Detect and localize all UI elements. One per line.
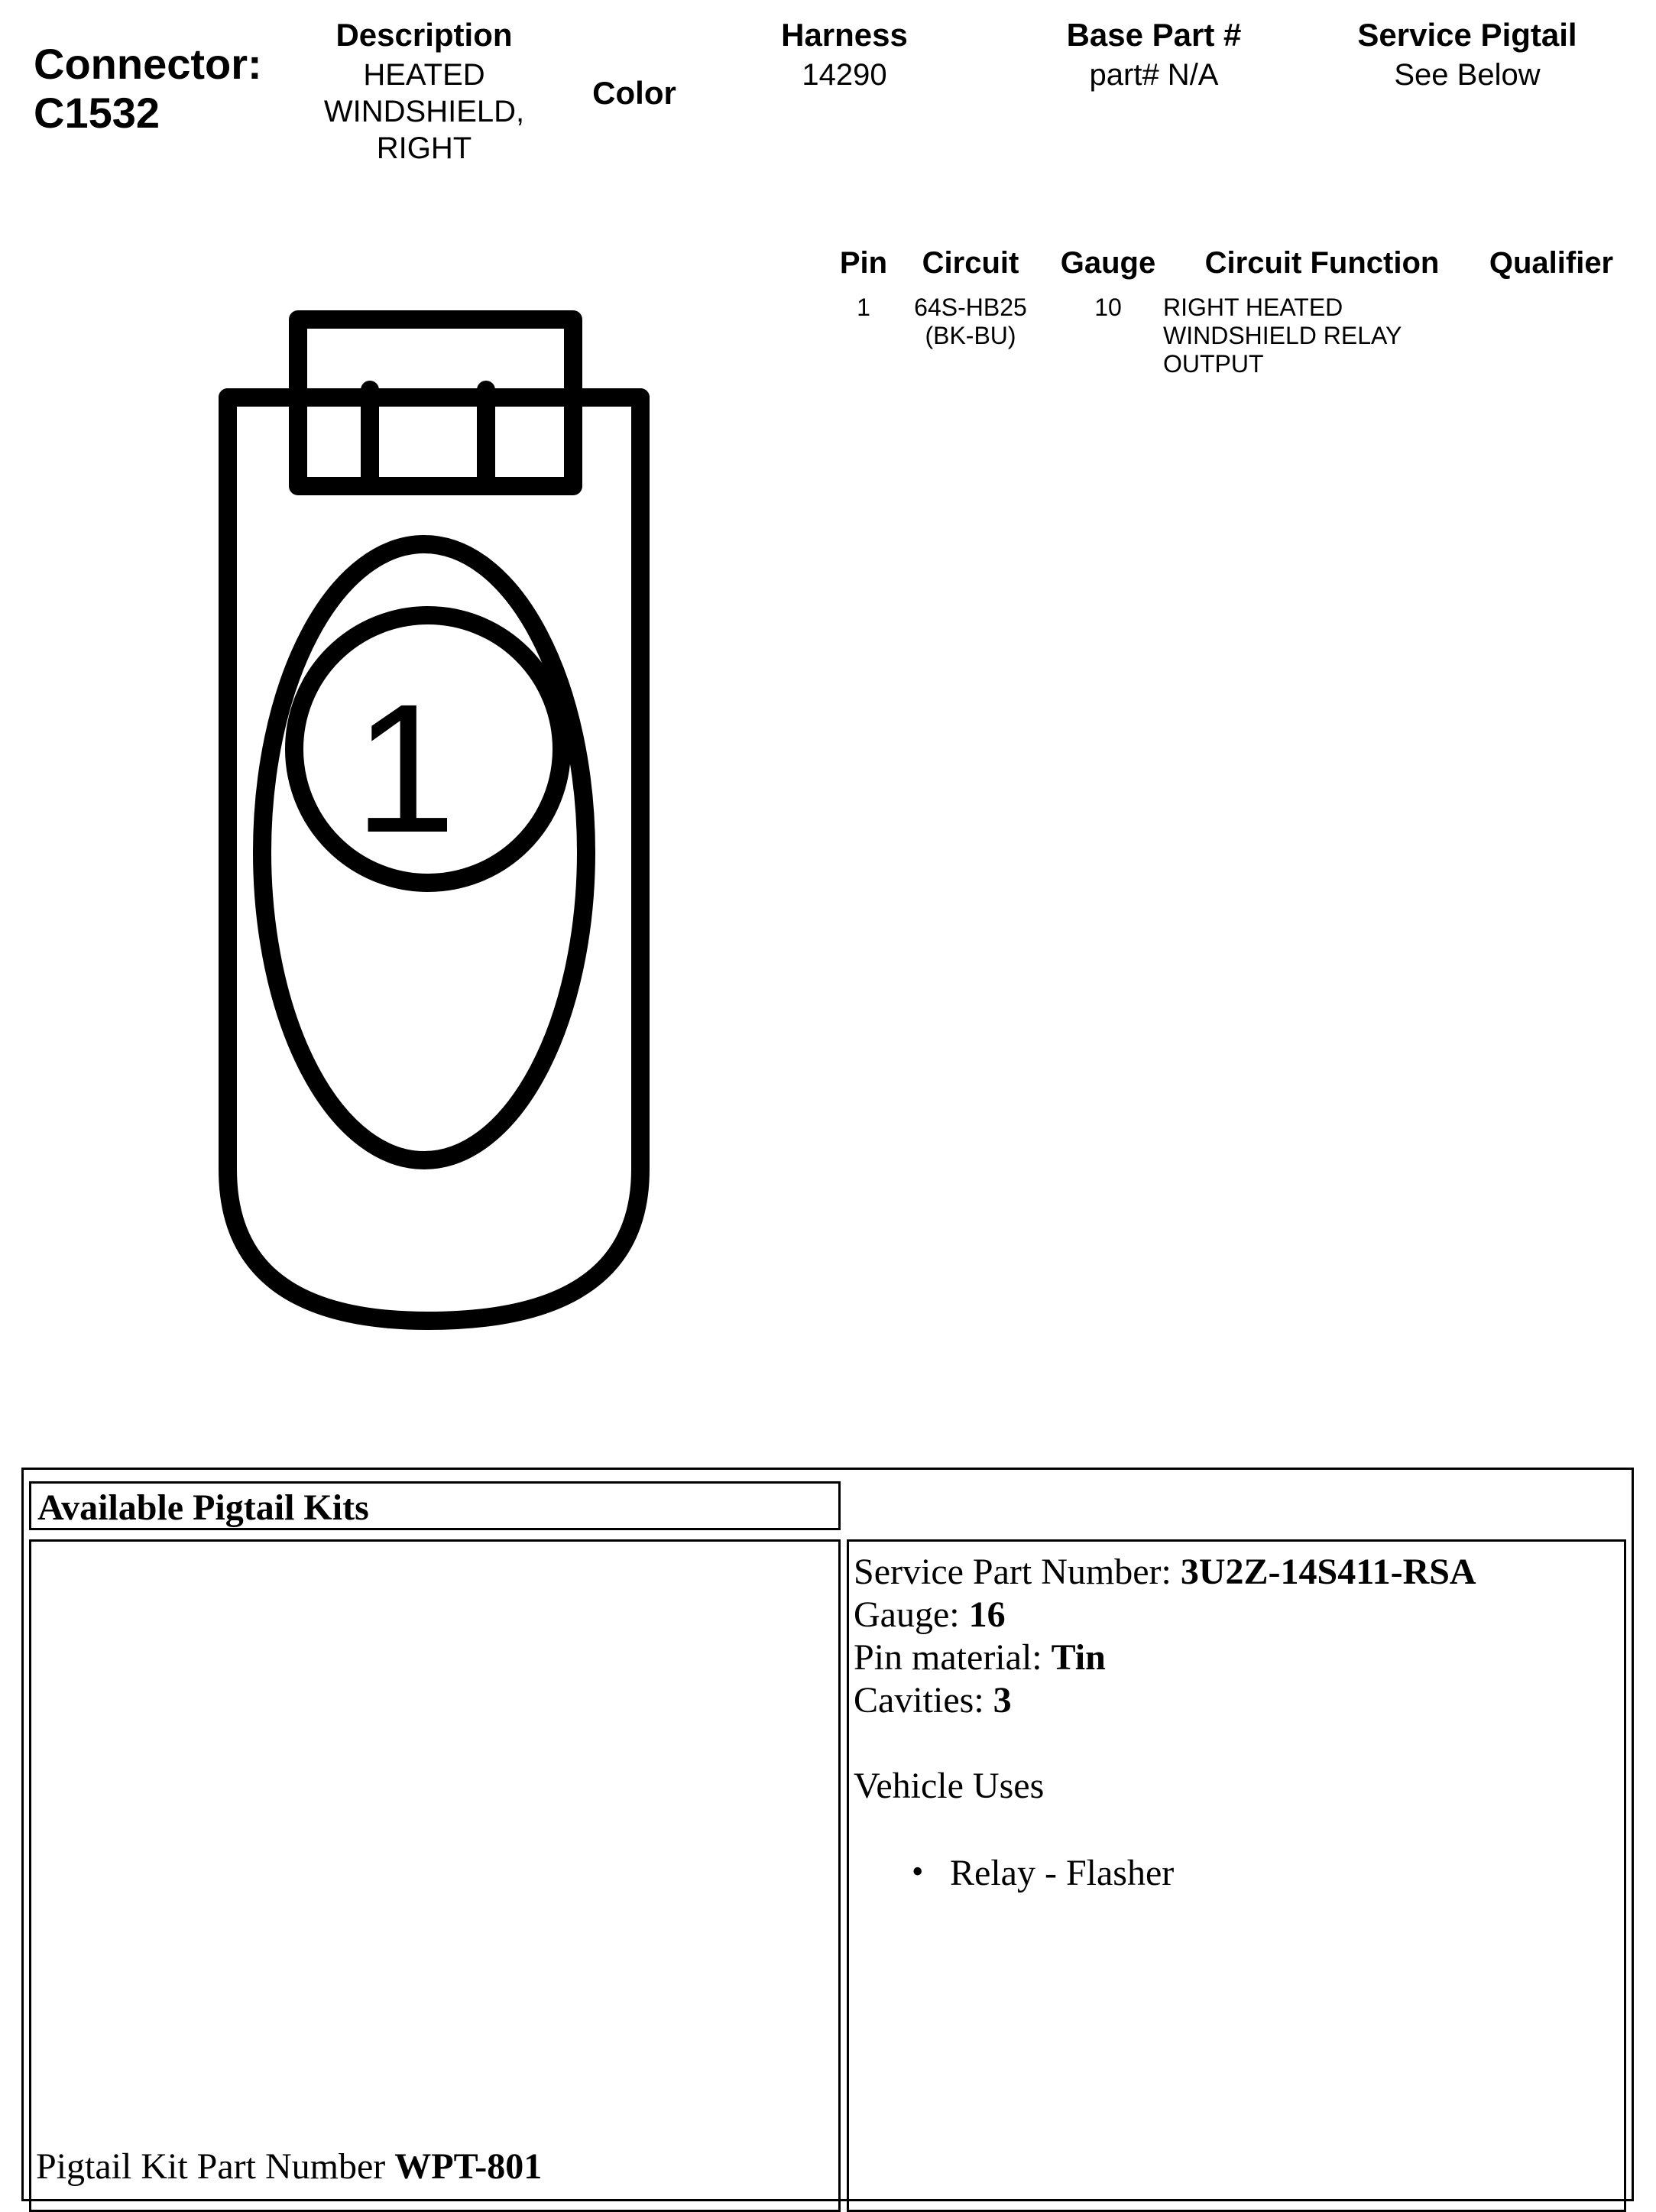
gauge-value: 16	[968, 1594, 1006, 1635]
harness-label: Harness	[781, 17, 908, 53]
service-part-line	[854, 1551, 1624, 1594]
pigtail-details-cell	[847, 1539, 1626, 2212]
service-part-label: Service Part Number:	[854, 1552, 1181, 1592]
gauge-header: Gauge	[1060, 246, 1156, 280]
kit-part-number: WPT-801	[394, 2146, 543, 2187]
cavities-value: 3	[993, 1680, 1012, 1721]
base-part-value: part# N/A	[1089, 58, 1219, 92]
service-pigtail-label: Service Pigtail	[1357, 17, 1577, 53]
service-pigtail-column	[1330, 17, 1605, 93]
description-label: Description	[335, 17, 513, 53]
service-pigtail-value: See Below	[1394, 58, 1541, 92]
cavities-label: Cavities:	[854, 1680, 993, 1721]
harness-value: 14290	[802, 58, 887, 92]
connector-label: Connector:	[34, 40, 262, 88]
color-label: Color	[592, 75, 676, 111]
circuit-line: (BK-BU)	[925, 321, 1016, 349]
description-line: HEATED	[363, 58, 485, 92]
kit-part-label: Pigtail Kit Part Number	[36, 2146, 395, 2187]
gauge-cell: 10	[1094, 294, 1122, 321]
circuit-function-header: Circuit Function	[1204, 246, 1440, 280]
circuit-function-cell	[1163, 294, 1453, 378]
pin-number-label: 1	[354, 666, 456, 871]
pin-material-label: Pin material:	[854, 1637, 1052, 1678]
pin-material-line	[854, 1636, 1624, 1679]
list-item: • Relay - Flasher	[854, 1852, 1624, 1894]
circuit-header: Circuit	[922, 246, 1019, 280]
pin-material-value: Tin	[1051, 1637, 1106, 1678]
pigtail-title: Available Pigtail Kits	[37, 1487, 369, 1528]
pigtail-title-cell	[29, 1481, 841, 1530]
pin-cell: 1	[857, 294, 870, 321]
service-part-number: 3U2Z-14S411-RSA	[1180, 1552, 1476, 1592]
cavities-line	[854, 1679, 1624, 1722]
qualifier-header: Qualifier	[1489, 246, 1614, 280]
function-line: RIGHT HEATED	[1163, 294, 1343, 321]
circuit-line: 64S-HB25	[914, 294, 1027, 321]
vehicle-uses-list	[854, 1852, 1624, 1894]
base-part-column	[1024, 17, 1284, 93]
pigtail-kit-cell	[29, 1539, 841, 2212]
gauge-line	[854, 1594, 1624, 1636]
vehicle-uses-label: Vehicle Uses	[854, 1766, 1045, 1806]
kit-part-line	[36, 2146, 542, 2188]
base-part-label: Base Part #	[1066, 17, 1242, 53]
gauge-label: Gauge:	[854, 1594, 969, 1635]
description-line: RIGHT	[376, 131, 472, 165]
connector-face-diagram	[0, 0, 688, 1376]
connector-id: C1532	[34, 89, 160, 138]
description-line: WINDSHIELD,	[323, 95, 525, 128]
harness-column	[734, 17, 955, 93]
circuit-cell	[902, 294, 1039, 350]
function-line: OUTPUT	[1163, 349, 1264, 378]
function-line: WINDSHIELD RELAY	[1163, 321, 1402, 349]
pin-header: Pin	[839, 246, 888, 280]
